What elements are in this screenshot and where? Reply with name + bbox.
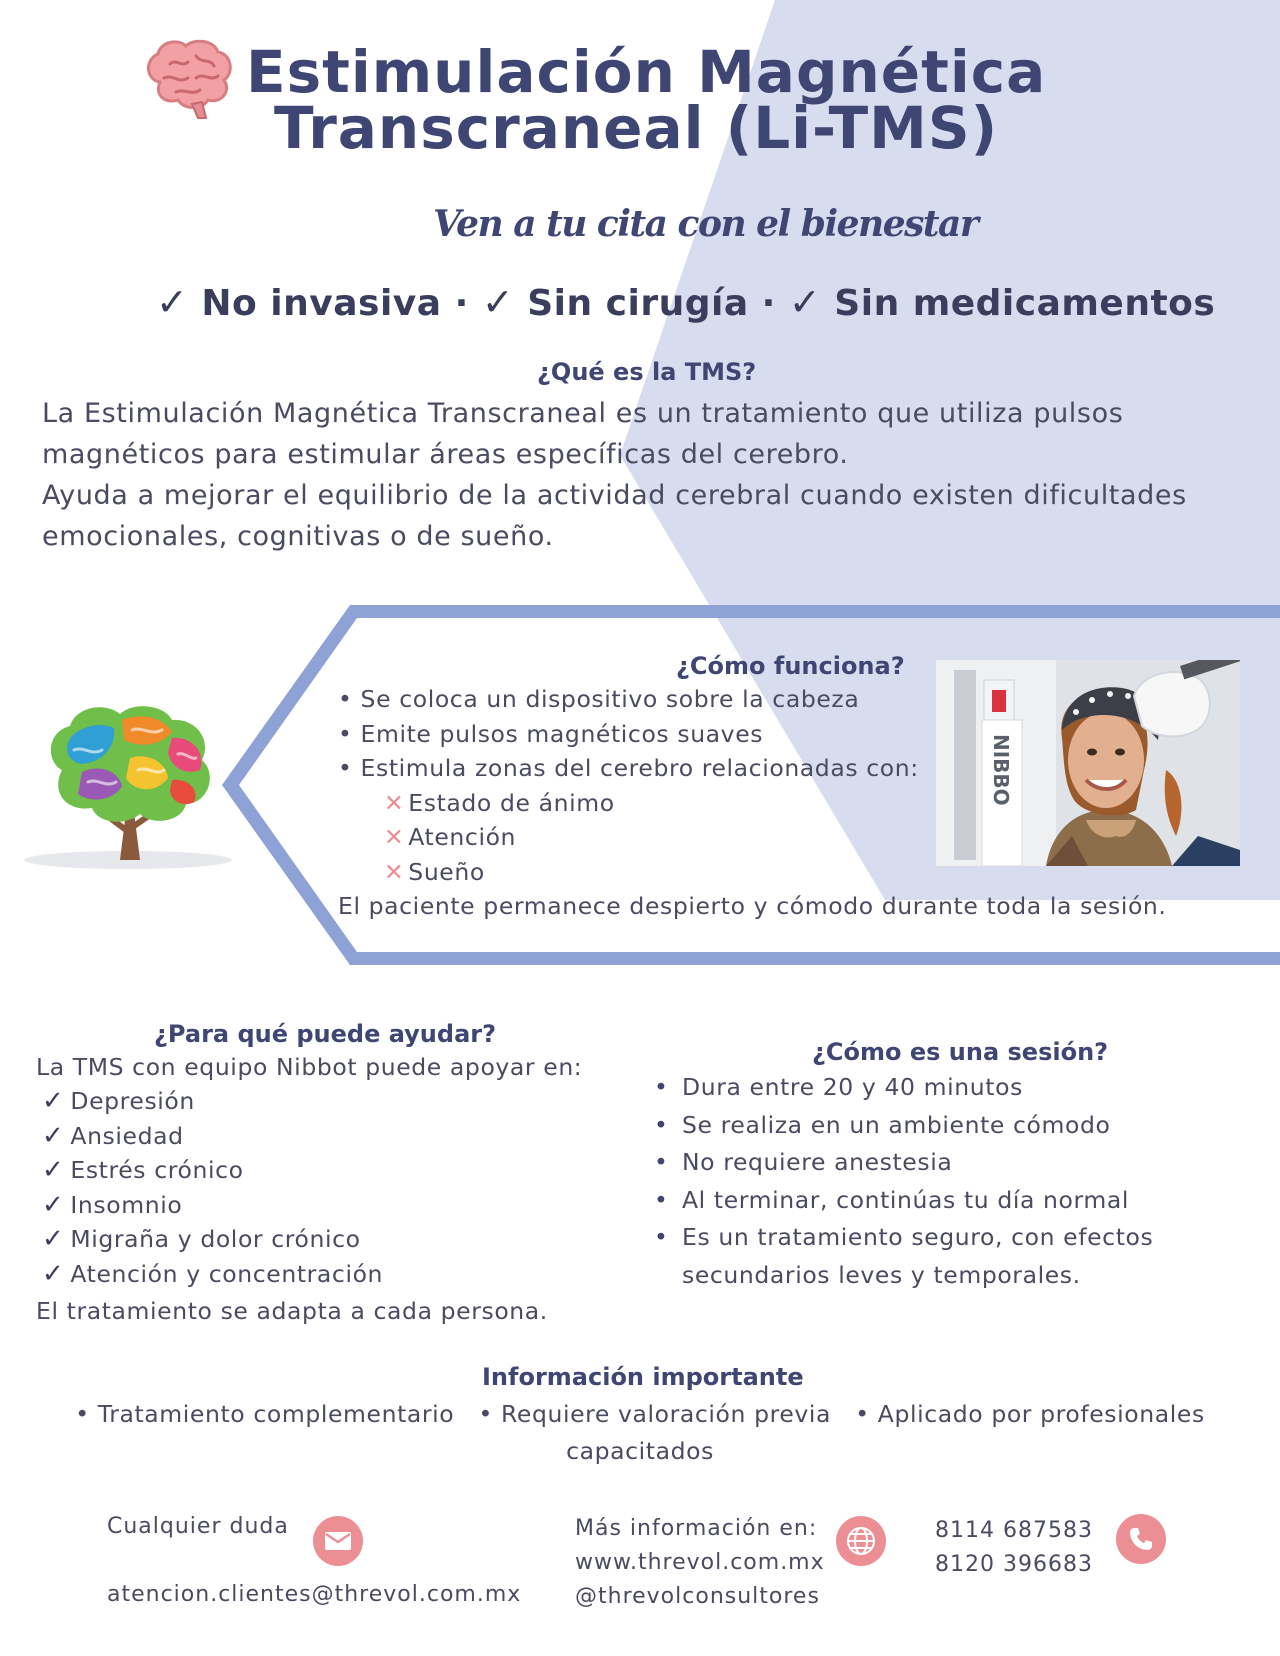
bullet: • (338, 754, 353, 782)
list-item (654, 1144, 1214, 1182)
help-closing: El tratamiento se adapta a cada persona. (36, 1297, 548, 1325)
list-item-text: Ansiedad (70, 1121, 184, 1150)
feature-separator: · (454, 283, 469, 324)
list-item-text: Migraña y dolor crónico (70, 1225, 361, 1253)
list-item (42, 1119, 383, 1154)
page-title-line-1: Estimulación Magnética (246, 38, 1047, 106)
list-item-text: Atención (408, 823, 517, 851)
cross-icon: ✕ (384, 857, 405, 886)
bullet: • (654, 1223, 669, 1251)
list-item-text: Se coloca un dispositivo sobre la cabeza (360, 685, 860, 713)
important-line: • Tratamiento complementario • Requiere valoración previa • Aplicado por profesionales (75, 1400, 1205, 1428)
list-item-text: Se realiza en un ambiente cómodo (682, 1110, 1111, 1139)
how-it-works-title: ¿Cómo funciona? (676, 652, 905, 680)
check-icon: ✓ (156, 280, 189, 324)
contact-social[interactable]: @threvolconsultores (575, 1584, 820, 1609)
list-item (42, 1153, 383, 1188)
paragraph-line: magnéticos para estimular áreas específicas del cerebro. (42, 439, 849, 470)
device-brand-text: NIBBO (989, 734, 1013, 806)
paragraph-line: emocionales, cognitivas o de sueño. (42, 521, 554, 552)
list-item (42, 1188, 383, 1223)
cross-icon: ✕ (384, 823, 405, 851)
bullet: • (338, 685, 353, 713)
list-item-text: Depresión (70, 1087, 195, 1115)
list-item-text: Es un tratamiento seguro, con efectos secundarios leves y temporales. (682, 1223, 1154, 1289)
check-icon: ✓ (481, 280, 515, 324)
bullet: • (338, 719, 353, 748)
list-item-text: Insomnio (70, 1190, 183, 1219)
mail-icon[interactable] (313, 1516, 363, 1566)
bullet: • (654, 1110, 669, 1139)
contact-more-label: Más información en: (575, 1516, 818, 1541)
help-intro: La TMS con equipo Nibbot puede apoyar en: (36, 1053, 583, 1081)
paragraph-line: La Estimulación Magnética Transcraneal es un tratamiento que utiliza pulsos (42, 398, 1124, 429)
list-item (654, 1107, 1214, 1145)
check-icon: ✓ (42, 1155, 65, 1185)
page-title-line-2: Transcraneal (Li-TMS) (274, 94, 999, 162)
session-list (654, 1069, 1214, 1294)
patient-photo (936, 660, 1240, 866)
globe-icon[interactable] (836, 1516, 886, 1566)
bullet: • (654, 1073, 669, 1101)
what-is-title: ¿Qué es la TMS? (537, 358, 757, 386)
list-item-text: Al terminar, continúas tu día normal (682, 1185, 1129, 1214)
feature-item: No invasiva (201, 283, 442, 324)
contact-doubt-label: Cualquier duda (107, 1514, 289, 1539)
list-item-text: Dura entre 20 y 40 minutos (682, 1073, 1023, 1101)
help-title: ¿Para qué puede ayudar? (154, 1020, 497, 1048)
contact-phone-1[interactable]: 8114 687583 (935, 1518, 1093, 1543)
bullet: • (654, 1148, 669, 1176)
feature-separator: · (761, 283, 776, 324)
paragraph-line: Ayuda a mejorar el equilibrio de la actividad cerebral cuando existen dificultades (42, 480, 1187, 511)
bullet: • (654, 1185, 669, 1214)
important-line: capacitados (566, 1437, 714, 1465)
cross-icon: ✕ (384, 788, 405, 817)
list-item (654, 1182, 1214, 1220)
check-icon: ✓ (42, 1224, 65, 1254)
important-title: Información importante (482, 1363, 804, 1391)
check-icon: ✓ (42, 1120, 65, 1151)
list-item-text: Estimula zonas del cerebro relacionadas con: (360, 754, 919, 782)
contact-website[interactable]: www.threvol.com.mx (575, 1550, 825, 1575)
session-title: ¿Cómo es una sesión? (812, 1038, 1109, 1066)
list-item-text: Sueño (408, 857, 485, 886)
contact-phone-2[interactable]: 8120 396683 (935, 1552, 1093, 1577)
what-is-paragraph (42, 393, 1272, 557)
list-item (42, 1257, 383, 1292)
check-icon: ✓ (42, 1086, 65, 1116)
brain-tree-illustration (22, 700, 234, 870)
list-item (654, 1219, 1214, 1294)
check-icon: ✓ (788, 280, 822, 324)
list-item (42, 1084, 383, 1119)
check-icon: ✓ (42, 1258, 65, 1289)
page-subtitle: Ven a tu cita con el bienestar (433, 203, 978, 245)
list-item (654, 1069, 1214, 1107)
list-item-text: No requiere anestesia (682, 1148, 953, 1176)
feature-highlights (156, 280, 1215, 324)
check-icon: ✓ (42, 1189, 65, 1220)
list-item-text: Emite pulsos magnéticos suaves (360, 719, 764, 748)
list-item-text: Estado de ánimo (408, 788, 615, 817)
help-list (42, 1084, 383, 1291)
list-item: El paciente permanece despierto y cómodo durante toda la sesión. (338, 892, 1167, 920)
feature-item: Sin cirugía (527, 283, 749, 324)
contact-email[interactable]: atencion.clientes@threvol.com.mx (107, 1582, 522, 1607)
phone-icon[interactable] (1116, 1514, 1166, 1564)
brain-emoji-icon (140, 38, 236, 120)
list-item-text: Atención y concentración (70, 1259, 384, 1288)
list-item-text: Estrés crónico (70, 1156, 244, 1184)
feature-item: Sin medicamentos (834, 283, 1216, 324)
list-item (42, 1222, 383, 1257)
